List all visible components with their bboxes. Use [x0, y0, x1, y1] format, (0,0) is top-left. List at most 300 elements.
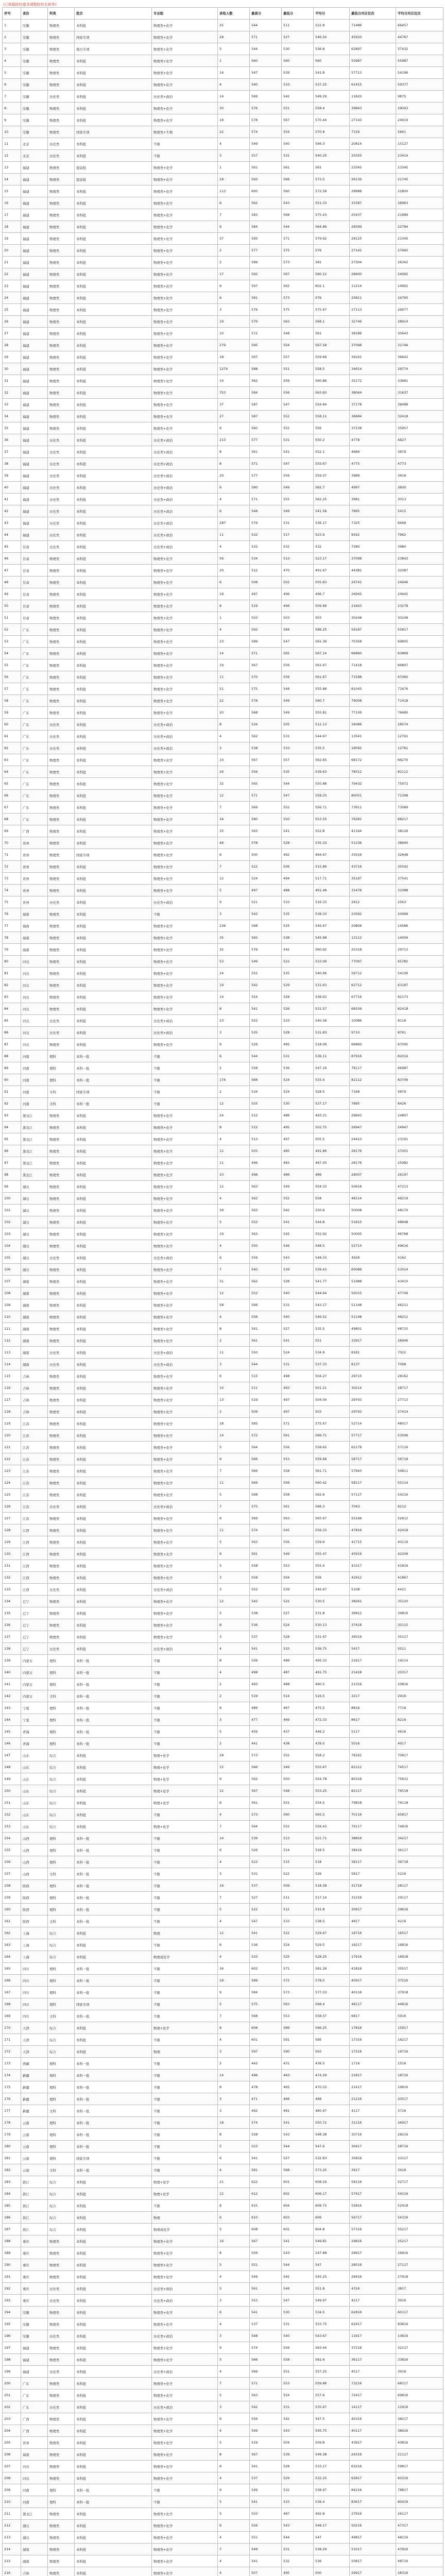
table-cell: 安徽 [21, 103, 48, 114]
table-cell: 物理+化学 [152, 2022, 218, 2034]
table-cell: 571 [250, 790, 282, 802]
table-cell: 561.71 [314, 1465, 350, 1477]
table-cell: 10 [218, 328, 250, 340]
table-cell: 488 [282, 885, 314, 896]
table-cell: 福建 [21, 245, 48, 257]
table-cell: 本科批 [75, 2188, 152, 2200]
table-cell: 55217 [396, 2224, 443, 2235]
table-cell: 物理类+化学 [152, 328, 218, 340]
table-cell: 560 [282, 185, 314, 197]
table-cell: 不限 [152, 2070, 218, 2081]
table-cell: 516.33 [314, 896, 350, 908]
table-cell: 物理类+化学 [152, 2461, 218, 2472]
table-cell: 563 [250, 1181, 282, 1193]
table-cell: 物理类 [48, 968, 75, 979]
table-cell: 物理类+化学 [152, 873, 218, 885]
table-cell: 58116 [350, 2176, 396, 2188]
table-row [3, 2567, 443, 2576]
table-cell: 物理+化学 [152, 2176, 218, 2188]
table-cell: 物理类+化学 [152, 1536, 218, 1548]
table-cell: 46768 [396, 1228, 443, 1240]
table-cell: 4 [218, 1951, 250, 1963]
table-cell: 物理类+化学 [152, 825, 218, 837]
table-cell: 3 [218, 2330, 250, 2342]
table-cell: 30417 [350, 2141, 396, 2153]
table-cell: 物理类+化学 [152, 174, 218, 185]
table-cell: 本科批 [75, 802, 152, 814]
table-cell: 历史类+政治 [152, 470, 218, 482]
table-cell: 563 [282, 316, 314, 328]
table-cell: 11214 [350, 280, 396, 292]
table-cell: 物理类+化学 [152, 2567, 218, 2576]
table-cell: 561.67 [314, 659, 350, 671]
table-cell: 上海 [21, 1939, 48, 1951]
table-cell: 526 [314, 1868, 350, 1880]
table-cell: 历史类 [48, 2330, 75, 2342]
table-cell: 556 [250, 2413, 282, 2425]
table-cell: 496.7 [314, 588, 350, 600]
table-cell: 140 [3, 1667, 21, 1679]
table-cell: 本科批 [75, 79, 152, 91]
table-cell: 山东 [21, 1809, 48, 1821]
table-cell: 547 [314, 2532, 350, 2544]
table-cell: 50015 [350, 1287, 396, 1299]
table-cell: 本科批 [75, 185, 152, 197]
table-cell: 物理类 [48, 920, 75, 932]
table-cell: 物理类+化学 [152, 683, 218, 695]
table-cell: 4 [218, 2271, 250, 2283]
table-cell: 本科批 [75, 1252, 152, 1264]
table-cell: 29643 [350, 1110, 396, 1122]
table-cell: 562.6 [314, 1489, 350, 1501]
table-cell: 560 [250, 55, 282, 67]
table-row [3, 1098, 443, 1110]
table-cell: 42206 [396, 1548, 443, 1560]
table-cell: 50008 [350, 1205, 396, 1216]
table-row [3, 174, 443, 185]
table-cell: 470 [282, 565, 314, 577]
table-cell: 71418 [350, 659, 396, 671]
table-cell: 物理类 [48, 1560, 75, 1572]
table-cell: 物理类+化学 [152, 1596, 218, 1607]
table-cell: 49616 [396, 1240, 443, 1252]
table-cell: 本科批 [75, 2401, 152, 2413]
table-cell: 528.5 [314, 1086, 350, 1098]
table-cell: 72 [3, 861, 21, 873]
table-cell: 38916 [396, 2425, 443, 2437]
table-cell: 河北 [21, 1003, 48, 1015]
table-cell: 567.14 [314, 648, 350, 659]
table-cell: 5 [218, 2224, 250, 2235]
table-cell: 570 [250, 671, 282, 683]
table-cell: 黑龙江 [21, 1122, 48, 1133]
table-cell: 63216 [350, 2461, 396, 2472]
table-cell: 本科一批 [75, 1679, 152, 1690]
table-cell: 本科一批 [75, 1074, 152, 1086]
table-cell: 510 [282, 896, 314, 908]
table-cell: 30643 [396, 328, 443, 340]
table-cell: 43716 [350, 861, 396, 873]
table-cell: 547 [282, 458, 314, 470]
table-cell: 江苏 [21, 1453, 48, 1465]
table-cell: 70817 [396, 1750, 443, 1761]
table-cell: 100 [3, 1193, 21, 1205]
table-cell: 558 [250, 1560, 282, 1572]
table-cell: 563.83 [314, 387, 350, 399]
table-cell: 3 [218, 2295, 250, 2307]
table-cell: 物理类 [48, 849, 75, 861]
table-cell: 531.8 [314, 1607, 350, 1619]
table-cell: 94 [3, 1122, 21, 1133]
table-cell: 52714 [350, 1240, 396, 1252]
table-cell: 519 [250, 2437, 282, 2449]
table-cell: 523.9 [314, 529, 350, 541]
table-cell: 物理类 [48, 2354, 75, 2366]
table-cell: 542 [282, 2413, 314, 2425]
table-cell: 5 [3, 67, 21, 79]
table-cell: 556 [250, 1311, 282, 1323]
table-cell: 物理类+化学 [152, 1560, 218, 1572]
table-cell: 本科批 [75, 245, 152, 257]
table-cell: 物理类+化学 [152, 979, 218, 991]
table-cell: 物理类 [48, 1453, 75, 1465]
table-cell: 物理类+化学 [152, 612, 218, 624]
table-cell: 不限 [152, 2164, 218, 2176]
table-cell: 539 [282, 1264, 314, 1276]
table-cell: 福建 [21, 517, 48, 529]
table-row [3, 2401, 443, 2413]
table-row [3, 1690, 443, 1702]
table-cell: 本科一批 [75, 1702, 152, 1714]
table-row [3, 1205, 443, 1216]
table-cell: 87916 [350, 1050, 396, 1062]
table-row [3, 2520, 443, 2532]
table-cell: 544 [282, 221, 314, 233]
table-cell: 江苏 [21, 1501, 48, 1513]
table-cell: 物理类+化学 [152, 1548, 218, 1560]
table-cell: 7168 [350, 1086, 396, 1098]
table-cell: 12 [218, 1181, 250, 1193]
table-cell: 29616 [396, 1904, 443, 1916]
table-cell: 福建 [21, 268, 48, 280]
table-cell: 554 [282, 126, 314, 138]
table-cell: 宁夏 [21, 1702, 48, 1714]
table-cell: 538 [250, 742, 282, 754]
table-cell: 163 [3, 1939, 21, 1951]
table-cell: 185 [3, 2200, 21, 2212]
table-cell: 2 [218, 1679, 250, 1690]
table-cell: 183 [3, 2176, 21, 2188]
table-cell: 36684 [350, 411, 396, 422]
table-cell: 3981 [350, 494, 396, 505]
table-cell: 5216 [396, 1868, 443, 1880]
table-cell: 历史类 [48, 529, 75, 541]
table-cell: 本科批 [75, 1205, 152, 1216]
table-cell: 物理类+化学 [152, 1299, 218, 1311]
table-cell: 188 [3, 2235, 21, 2247]
table-row [3, 1809, 443, 1821]
table-cell: 549 [250, 2425, 282, 2437]
table-cell: 福建 [21, 505, 48, 517]
table-cell: 24947 [396, 1122, 443, 1133]
table-cell: 5 [218, 1998, 250, 2010]
table-cell: 物理类 [48, 1311, 75, 1323]
table-cell: 63869 [396, 648, 443, 659]
table-cell: 9 [218, 1039, 250, 1050]
table-cell: 8181 [350, 1347, 396, 1359]
table-cell: 78161 [350, 1750, 396, 1761]
table-row [3, 802, 443, 814]
table-cell: 12761 [396, 742, 443, 754]
table-cell: 历史类+政治 [152, 731, 218, 742]
table-cell: 117 [3, 1394, 21, 1406]
table-cell: 物理类 [48, 185, 75, 197]
table-cell: 不限 [152, 2117, 218, 2129]
table-cell: 上海 [21, 1927, 48, 1939]
table-row [3, 636, 443, 648]
table-cell: 564.86 [314, 221, 350, 233]
table-cell: 519 [250, 1394, 282, 1406]
table-cell: 536 [314, 2555, 350, 2567]
table-cell: 148 [3, 1761, 21, 1773]
table-cell: 物理类 [48, 1169, 75, 1181]
table-cell: 164 [3, 1951, 21, 1963]
table-cell: 533 [282, 1015, 314, 1027]
table-cell: 6 [218, 1370, 250, 1382]
table-cell: 本科批 [75, 1228, 152, 1240]
table-cell: 物理类+化学 [152, 1039, 218, 1050]
table-cell: 25555 [350, 150, 396, 162]
table-cell: 483 [282, 1157, 314, 1169]
table-cell: 562 [282, 280, 314, 292]
table-cell: 黑龙江 [21, 2508, 48, 2520]
table-cell: 14 [218, 1430, 250, 1442]
table-cell: 物理类+化学 [152, 648, 218, 659]
table-row [3, 126, 443, 138]
table-cell: 本科批 [75, 2461, 152, 2472]
table-cell: 本科一批 [75, 1667, 152, 1679]
table-cell: 7 [218, 802, 250, 814]
table-cell: 528 [282, 2461, 314, 2472]
table-cell: 8137 [350, 1359, 396, 1370]
table-cell: 重庆 [21, 2259, 48, 2271]
table-cell: 153 [3, 1821, 21, 1833]
table-cell: 537 [250, 2472, 282, 2484]
table-cell: 贵州 [21, 861, 48, 873]
table-cell: 545.98 [314, 932, 350, 944]
table-cell: 5 [218, 1607, 250, 1619]
table-cell: 2 [218, 1690, 250, 1702]
table-cell: 48 [3, 577, 21, 588]
table-cell: 辽宁 [21, 1596, 48, 1607]
table-cell: 湖南 [21, 1359, 48, 1370]
table-cell: 物理类+化学 [152, 1193, 218, 1205]
table-cell: 524 [282, 1347, 314, 1359]
table-cell: 41715 [350, 1536, 396, 1548]
table-cell: 466 [282, 2093, 314, 2105]
table-cell: 553 [282, 2010, 314, 2022]
table-cell: 563 [282, 1998, 314, 2010]
table-row [3, 1264, 443, 1276]
table-cell: 47816 [350, 1524, 396, 1536]
table-cell: 物理类+化学 [152, 837, 218, 849]
table-cell: 75358 [350, 636, 396, 648]
table-cell: 487 [282, 1667, 314, 1679]
table-cell: 69816 [396, 2389, 443, 2401]
table-cell: 83 [3, 991, 21, 1003]
table-cell: 49801 [350, 1323, 396, 1335]
table-cell: 本科批 [75, 577, 152, 588]
table-cell: 理科 [48, 1880, 75, 1892]
table-cell: 3 [218, 1027, 250, 1039]
table-row [3, 695, 443, 707]
table-cell: 不限 [152, 2081, 218, 2093]
table-row [3, 340, 443, 351]
table-cell: 物理类+化学 [152, 1465, 218, 1477]
table-cell: 本科批 [75, 1939, 152, 1951]
table-row [3, 1382, 443, 1394]
table-cell: 历史类 [48, 470, 75, 482]
table-cell: 吉林 [21, 1382, 48, 1394]
table-row [3, 790, 443, 802]
table-cell: 60 [3, 719, 21, 731]
table-cell: 513 [282, 1833, 314, 1844]
table-cell: 529.67 [314, 1927, 350, 1939]
table-cell: 物理类+化学 [152, 671, 218, 683]
table-cell: 554.33 [314, 1181, 350, 1193]
table-cell: 495 [282, 1122, 314, 1133]
table-cell: 566 [250, 1465, 282, 1477]
table-cell: 物理类+化学 [152, 316, 218, 328]
table-cell: 486 [282, 1169, 314, 1181]
table-cell: 536.75 [314, 1643, 350, 1655]
table-cell: 6 [218, 1050, 250, 1062]
table-cell: 本科批 [75, 2437, 152, 2449]
table-cell: 湖北 [21, 2520, 48, 2532]
table-cell: 历史类+政治 [152, 2366, 218, 2378]
table-cell: 504.04 [314, 1394, 350, 1406]
table-cell: 本科批 [75, 2389, 152, 2401]
table-cell: 6 [218, 2153, 250, 2164]
table-cell: 吉林 [21, 1394, 48, 1406]
table-row [3, 31, 443, 43]
table-cell: 65 [3, 778, 21, 790]
table-cell: 本科一批 [75, 1963, 152, 1975]
table-cell: 558.11 [314, 411, 350, 422]
table-cell: 62816 [350, 2307, 396, 2318]
table-cell: 588 [250, 363, 282, 375]
table-cell: 浙江 [21, 2224, 48, 2235]
table-cell: 物理或化学 [152, 2224, 218, 2235]
table-cell: 22784 [396, 221, 443, 233]
table-cell: 495.33 [314, 1655, 350, 1667]
table-cell: 25811 [350, 292, 396, 304]
table-cell: 547.19 [314, 1062, 350, 1074]
table-cell: 80316 [350, 1773, 396, 1785]
table-cell: 40 [3, 482, 21, 494]
table-cell: 新疆 [21, 2070, 48, 2081]
table-cell: 559 [282, 375, 314, 387]
table-cell: 本科批 [75, 1631, 152, 1643]
table-cell: 不限 [152, 2034, 218, 2046]
table-cell: 不限 [152, 1939, 218, 1951]
table-cell: 495 [282, 2567, 314, 2576]
table-cell: 5108 [350, 1584, 396, 1596]
table-cell: 本科批 [75, 91, 152, 103]
table-cell: 27414 [396, 1406, 443, 1418]
table-cell: 531 [282, 517, 314, 529]
table-cell: 物理类 [48, 245, 75, 257]
table-cell: 162 [3, 1927, 21, 1939]
table-cell: 本科批 [75, 1809, 152, 1821]
table-cell: 78512 [350, 766, 396, 778]
table-cell: 理科 [48, 2141, 75, 2153]
table-cell: 历史类 [48, 2283, 75, 2295]
table-cell: 物理类 [48, 126, 75, 138]
table-row [3, 1963, 443, 1975]
table-cell: 本科批 [75, 422, 152, 434]
table-cell: 本科一批 [75, 1655, 152, 1667]
table-cell: 556 [282, 1442, 314, 1453]
table-cell: 本科批 [75, 2046, 152, 2058]
table-cell: 新疆 [21, 2093, 48, 2105]
table-cell: 17316 [350, 2034, 396, 2046]
table-cell: 58717 [350, 1453, 396, 1465]
table-cell: 561.67 [314, 671, 350, 683]
table-cell: 本科批 [75, 2425, 152, 2437]
table-cell: 河北 [21, 1027, 48, 1039]
table-cell: 本科一批 [75, 1975, 152, 1987]
table-cell: 文科 [48, 2010, 75, 2022]
table-cell: 548.5 [314, 1240, 350, 1252]
table-cell: 物理类+化学 [152, 375, 218, 387]
table-cell: 69 [3, 825, 21, 837]
table-cell: 湖北 [21, 1205, 48, 1216]
table-cell: 92 [3, 1098, 21, 1110]
table-row [3, 2413, 443, 2425]
table-cell: 湖南 [21, 2544, 48, 2555]
table-row [3, 1951, 443, 1963]
table-cell: 物理类+化学 [152, 280, 218, 292]
table-cell: 安徽 [21, 2307, 48, 2318]
table-cell: 30 [218, 103, 250, 114]
table-cell: 本科批 [75, 1643, 152, 1655]
table-cell: 本科批 [75, 1157, 152, 1169]
table-row [3, 1050, 443, 1062]
table-cell: 175 [3, 2081, 21, 2093]
table-cell: 35 [3, 422, 21, 434]
table-cell: 7 [218, 1892, 250, 1904]
table-cell: 物理类+化学 [152, 1477, 218, 1489]
table-cell: 理科 [48, 1050, 75, 1062]
table-cell: 4778 [350, 434, 396, 446]
table-cell: 35117 [396, 1631, 443, 1643]
table-cell: 530 [282, 43, 314, 55]
table-cell: 四川 [21, 1963, 48, 1975]
table-cell: 496 [282, 588, 314, 600]
table-row [3, 280, 443, 292]
table-cell: 湖南 [21, 2555, 48, 2567]
table-cell: 本科一批 [75, 2164, 152, 2176]
table-cell: 71588 [350, 671, 396, 683]
table-cell: 物理类 [48, 1264, 75, 1276]
table-cell: 22 [218, 126, 250, 138]
table-cell: 19816 [396, 2081, 443, 2093]
table-cell: 不限 [152, 1998, 218, 2010]
table-cell: 历史类+政治 [152, 91, 218, 103]
table-cell: 753 [218, 387, 250, 399]
table-cell: 51017 [350, 2544, 396, 2555]
